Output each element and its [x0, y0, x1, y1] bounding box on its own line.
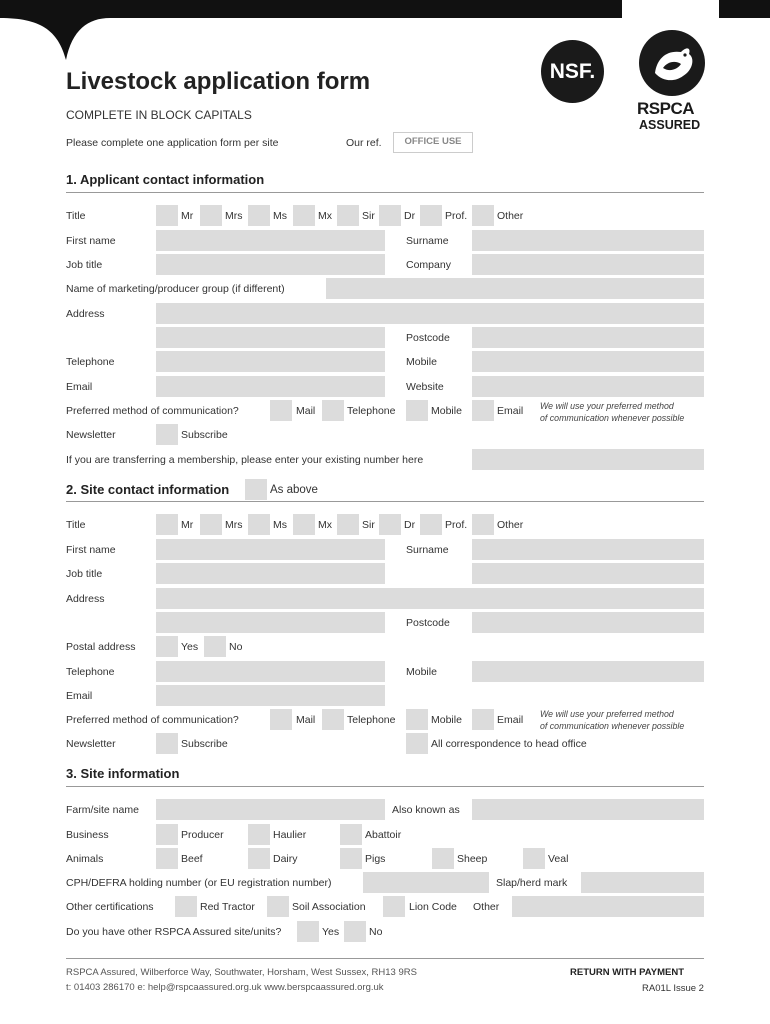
s2-address-field-1[interactable] [156, 588, 704, 609]
s1-website-label: Website [406, 381, 444, 393]
s2-job-title-label: Job title [66, 568, 103, 580]
form-subtitle: COMPLETE IN BLOCK CAPITALS [66, 108, 252, 122]
footer-contact: t: 01403 286170 e: help@rspcaassured.org.uk www.berspcaassured.org.uk [66, 982, 384, 993]
nsf-logo: NSF. [541, 40, 604, 103]
s2-title-other-label: Other [497, 519, 524, 531]
s2-telephone-label: Telephone [66, 666, 115, 678]
s2-mobile-checkbox[interactable] [406, 709, 428, 730]
s1-note-line1: We will use your preferred method [540, 401, 674, 411]
s3-lion-code-label: Lion Code [409, 901, 457, 913]
s1-title-ms-checkbox[interactable] [248, 205, 270, 226]
s3-other-sites-yes-checkbox[interactable] [297, 921, 319, 942]
s1-first-name-label: First name [66, 235, 116, 247]
s1-title-other-checkbox[interactable] [472, 205, 494, 226]
s3-pigs-label: Pigs [365, 853, 386, 865]
s1-telephone-checkbox[interactable] [322, 400, 344, 421]
s1-mail-checkbox[interactable] [270, 400, 292, 421]
s3-other-sites-label: Do you have other RSPCA Assured site/units? [66, 926, 282, 938]
s1-telephone-method-label: Telephone [347, 405, 396, 417]
s1-company-label: Company [406, 259, 451, 271]
s3-red-tractor-label: Red Tractor [200, 901, 255, 913]
s1-address-field-2[interactable] [156, 327, 385, 348]
s2-note-line2: of communication whenever possible [540, 721, 685, 731]
s3-sheep-label: Sheep [457, 853, 488, 865]
s1-mobile-method-label: Mobile [431, 405, 462, 417]
s3-other-sites-no-checkbox[interactable] [344, 921, 366, 942]
s3-pigs-checkbox[interactable] [340, 848, 362, 869]
s3-soil-association-label: Soil Association [292, 901, 366, 913]
s1-title-ms-label: Ms [273, 210, 287, 222]
s3-other-cert-field[interactable] [512, 896, 704, 917]
s3-haulier-label: Haulier [273, 829, 307, 841]
s1-title-other-label: Other [497, 210, 524, 222]
s2-postal-no-label: No [229, 641, 243, 653]
s1-email-checkbox[interactable] [472, 400, 494, 421]
s2-as-above-checkbox[interactable] [245, 479, 267, 500]
s1-title-dr-checkbox[interactable] [379, 205, 401, 226]
s2-mail-checkbox[interactable] [270, 709, 292, 730]
s2-title-ms-label: Ms [273, 519, 287, 531]
s1-subscribe-checkbox[interactable] [156, 424, 178, 445]
s2-telephone-field[interactable] [156, 661, 385, 682]
s2-head-office-label: All correspondence to head office [431, 738, 587, 750]
s1-mobile-field[interactable] [472, 351, 704, 372]
s3-animals-label: Animals [66, 853, 104, 865]
s3-farm-name-label: Farm/site name [66, 804, 139, 816]
s3-aka-field[interactable] [472, 799, 704, 820]
s1-note-line2: of communication whenever possible [540, 413, 685, 423]
s1-website-field[interactable] [472, 376, 704, 397]
rspca-hen-logo [637, 28, 707, 98]
s3-other-sites-yes-label: Yes [322, 926, 340, 938]
s1-telephone-label: Telephone [66, 356, 115, 368]
s1-email-method-label: Email [497, 405, 524, 417]
s2-postal-yes-label: Yes [181, 641, 199, 653]
s2-telephone-checkbox[interactable] [322, 709, 344, 730]
s3-veal-label: Veal [548, 853, 569, 865]
s2-subscribe-checkbox[interactable] [156, 733, 178, 754]
s3-abattoir-checkbox[interactable] [340, 824, 362, 845]
s3-other-cert-label: Other [473, 901, 500, 913]
s3-sheep-checkbox[interactable] [432, 848, 454, 869]
s1-transfer-label: If you are transferring a membership, please enter your existing number here [66, 454, 424, 466]
section2-rule [66, 501, 704, 502]
office-use-field[interactable]: OFFICE USE [393, 132, 473, 153]
s3-other-certs-label: Other certifications [66, 901, 154, 913]
s2-surname-label: Surname [406, 544, 449, 556]
s1-newsletter-label: Newsletter [66, 429, 116, 441]
s2-title-mr-checkbox[interactable] [156, 514, 178, 535]
s1-title-mrs-label: Mrs [225, 210, 243, 222]
header-curve-decoration [0, 0, 140, 64]
s1-preferred-label: Preferred method of communication? [66, 405, 239, 417]
s3-slap-label: Slap/herd mark [496, 877, 568, 889]
footer-rule [66, 958, 704, 959]
s1-title-dr-label: Dr [404, 210, 416, 222]
s2-title-mrs-label: Mrs [225, 519, 243, 531]
s2-email-checkbox[interactable] [472, 709, 494, 730]
s2-postcode-label: Postcode [406, 617, 450, 629]
section2-heading: 2. Site contact information [66, 482, 230, 497]
form-title: Livestock application form [66, 68, 371, 95]
s3-aka-label: Also known as [392, 804, 460, 816]
s2-address-label: Address [66, 593, 105, 605]
s3-other-sites-no-label: No [369, 926, 383, 938]
s3-farm-name-field[interactable] [156, 799, 385, 820]
s2-mobile-method-label: Mobile [431, 714, 462, 726]
s3-dairy-checkbox[interactable] [248, 848, 270, 869]
s1-title-mr-checkbox[interactable] [156, 205, 178, 226]
s2-job-title-extra-field[interactable] [472, 563, 704, 584]
s2-title-prof-checkbox[interactable] [420, 514, 442, 535]
s1-job-title-label: Job title [66, 259, 103, 271]
s2-title-mx-label: Mx [318, 519, 332, 531]
s1-mobile-label: Mobile [406, 356, 437, 368]
s1-title-sir-checkbox[interactable] [337, 205, 359, 226]
s3-slap-field[interactable] [581, 872, 704, 893]
s3-cph-label: CPH/DEFRA holding number (or EU registration number) [66, 877, 332, 889]
s2-head-office-checkbox[interactable] [406, 733, 428, 754]
s1-job-title-field[interactable] [156, 254, 385, 275]
s2-mobile-field[interactable] [472, 661, 704, 682]
s2-postal-address-label: Postal address [66, 641, 136, 653]
s2-title-label: Title [66, 519, 86, 531]
s1-surname-field[interactable] [472, 230, 704, 251]
s3-cph-field[interactable] [363, 872, 489, 893]
s3-haulier-checkbox[interactable] [248, 824, 270, 845]
section3-heading: 3. Site information [66, 766, 180, 781]
s3-producer-label: Producer [181, 829, 224, 841]
s2-title-sir-checkbox[interactable] [337, 514, 359, 535]
s2-surname-field[interactable] [472, 539, 704, 560]
s1-mobile-checkbox[interactable] [406, 400, 428, 421]
s2-as-above-label: As above [270, 484, 318, 496]
s1-address-field-1[interactable] [156, 303, 704, 324]
footer-address: RSPCA Assured, Wilberforce Way, Southwater, Horsham, West Sussex, RH13 9RS [66, 967, 417, 978]
s1-title-mr-label: Mr [181, 210, 194, 222]
s2-email-label: Email [66, 690, 93, 702]
s3-dairy-label: Dairy [273, 853, 298, 865]
s2-title-dr-checkbox[interactable] [379, 514, 401, 535]
section3-rule [66, 786, 704, 787]
s2-newsletter-label: Newsletter [66, 738, 116, 750]
s3-producer-checkbox[interactable] [156, 824, 178, 845]
s1-title-mrs-checkbox[interactable] [200, 205, 222, 226]
s2-first-name-label: First name [66, 544, 116, 556]
s2-title-mrs-checkbox[interactable] [200, 514, 222, 535]
s2-telephone-method-label: Telephone [347, 714, 396, 726]
s1-postcode-label: Postcode [406, 332, 450, 344]
s3-abattoir-label: Abattoir [365, 829, 402, 841]
s1-title-sir-label: Sir [362, 210, 375, 222]
s3-red-tractor-checkbox[interactable] [175, 896, 197, 917]
footer-issue: RA01L Issue 2 [642, 983, 704, 994]
s2-preferred-label: Preferred method of communication? [66, 714, 239, 726]
s3-business-label: Business [66, 829, 109, 841]
s1-title-mx-checkbox[interactable] [293, 205, 315, 226]
s2-title-dr-label: Dr [404, 519, 416, 531]
s3-beef-label: Beef [181, 853, 203, 865]
s2-first-name-field[interactable] [156, 539, 385, 560]
s1-group-field[interactable] [326, 278, 704, 299]
our-ref-label: Our ref. [346, 137, 382, 149]
s2-postal-yes-checkbox[interactable] [156, 636, 178, 657]
s1-transfer-field[interactable] [472, 449, 704, 470]
s1-email-label: Email [66, 381, 93, 393]
s3-veal-checkbox[interactable] [523, 848, 545, 869]
s3-beef-checkbox[interactable] [156, 848, 178, 869]
s1-company-field[interactable] [472, 254, 704, 275]
footer-return: RETURN WITH PAYMENT [570, 967, 684, 978]
s1-title-mx-label: Mx [318, 210, 332, 222]
s3-lion-code-checkbox[interactable] [383, 896, 405, 917]
section1-rule [66, 192, 704, 193]
s1-postcode-field[interactable] [472, 327, 704, 348]
s2-mail-label: Mail [296, 714, 316, 726]
s2-subscribe-label: Subscribe [181, 738, 228, 750]
s1-title-prof-checkbox[interactable] [420, 205, 442, 226]
s1-surname-label: Surname [406, 235, 449, 247]
top-bar-right [719, 0, 770, 18]
rspca-logo-line2: ASSURED [639, 118, 701, 132]
s3-soil-association-checkbox[interactable] [267, 896, 289, 917]
s2-mobile-label: Mobile [406, 666, 437, 678]
s1-title-prof-label: Prof. [445, 210, 468, 222]
s2-note-line1: We will use your preferred method [540, 709, 674, 719]
s2-email-field[interactable] [156, 685, 385, 706]
s2-title-ms-checkbox[interactable] [248, 514, 270, 535]
s1-email-field[interactable] [156, 376, 385, 397]
form-instruction: Please complete one application form per site [66, 137, 279, 149]
rspca-logo-line1: RSPCA [637, 99, 695, 118]
s1-first-name-field[interactable] [156, 230, 385, 251]
s2-title-mx-checkbox[interactable] [293, 514, 315, 535]
s2-job-title-field[interactable] [156, 563, 385, 584]
s1-title-label: Title [66, 210, 86, 222]
s2-title-sir-label: Sir [362, 519, 375, 531]
s2-postal-no-checkbox[interactable] [204, 636, 226, 657]
s2-title-other-checkbox[interactable] [472, 514, 494, 535]
s2-email-method-label: Email [497, 714, 524, 726]
s2-address-field-2[interactable] [156, 612, 385, 633]
s2-title-mr-label: Mr [181, 519, 194, 531]
s2-postcode-field[interactable] [472, 612, 704, 633]
s1-subscribe-label: Subscribe [181, 429, 228, 441]
section1-heading: 1. Applicant contact information [66, 172, 265, 187]
s1-telephone-field[interactable] [156, 351, 385, 372]
s1-address-label: Address [66, 308, 105, 320]
s1-group-label: Name of marketing/producer group (if different) [66, 283, 285, 295]
s2-title-prof-label: Prof. [445, 519, 468, 531]
s1-mail-label: Mail [296, 405, 316, 417]
